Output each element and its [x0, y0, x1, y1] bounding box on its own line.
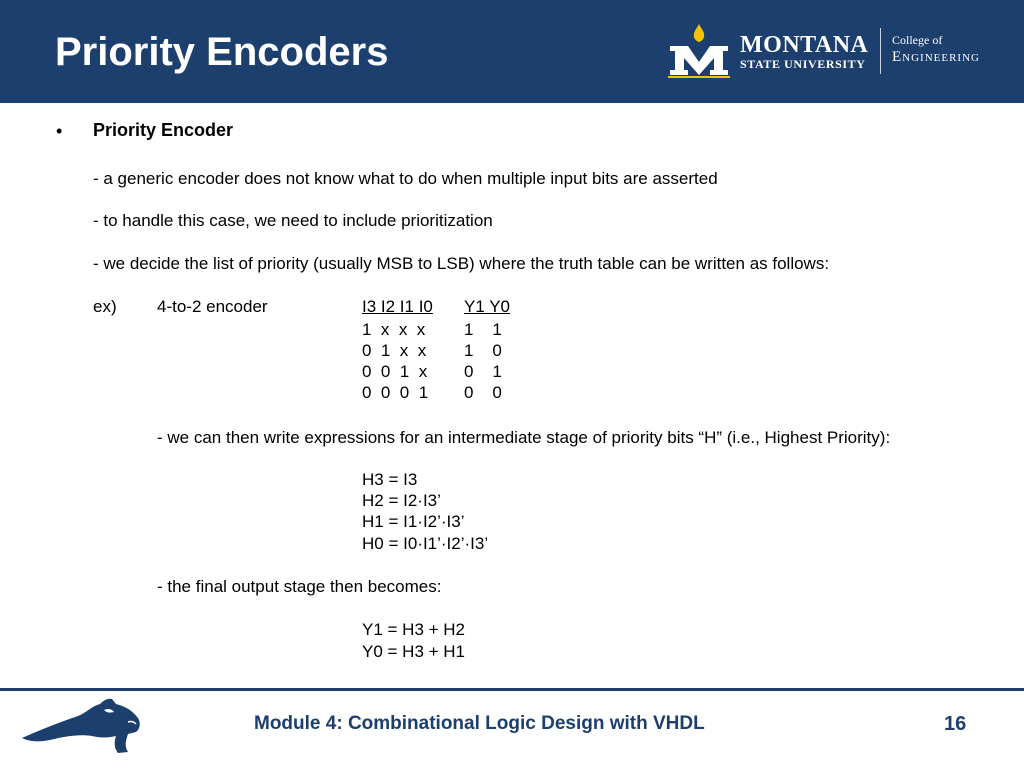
- output-intro: - the final output stage then becomes:: [157, 577, 442, 596]
- logo-montana-text: MONTANA: [740, 32, 869, 58]
- priority-expression: H0 = I0·I1’·I2’·I3’: [362, 534, 489, 553]
- truth-table-outputs-header: Y1 Y0: [464, 297, 511, 316]
- footer-divider: [0, 688, 1024, 691]
- logo-college-of-text: College of: [892, 33, 943, 47]
- logo-engineering-text: Engineering: [892, 49, 980, 65]
- truth-table-row-outputs: 0 0: [464, 383, 502, 402]
- logo-state-university-text: STATE UNIVERSITY: [740, 57, 866, 71]
- body-line-2: - to handle this case, we need to include prioritization: [93, 211, 493, 230]
- priority-expression: H1 = I1·I2’·I3’: [362, 512, 465, 531]
- body-line-3: - we decide the list of priority (usually MSB to LSB) where the truth table can be written as follows:: [93, 254, 830, 273]
- truth-table-row-inputs: 1 x x x: [362, 320, 426, 339]
- example-name: 4-to-2 encoder: [157, 297, 268, 316]
- truth-table-row-outputs: 1 0: [464, 341, 502, 360]
- priority-expression: H3 = I3: [362, 470, 418, 489]
- priority-expression: H2 = I2·I3’: [362, 491, 441, 510]
- truth-table-row-inputs: 0 0 0 1: [362, 383, 429, 402]
- truth-table-row-outputs: 1 1: [464, 320, 502, 339]
- footer-course-title: Module 4: Combinational Logic Design with VHDL: [254, 713, 705, 734]
- slide-title: Priority Encoders: [55, 30, 389, 74]
- logo-divider: [880, 28, 881, 74]
- priority-intro: - we can then write expressions for an intermediate stage of priority bits “H” (i.e., Highest Priority):: [157, 428, 891, 447]
- truth-table-row-inputs: 0 0 1 x: [362, 362, 428, 381]
- truth-table-row-outputs: 0 1: [464, 362, 502, 381]
- truth-table-inputs-header: I3 I2 I1 I0: [362, 297, 433, 316]
- example-label: ex): [93, 297, 117, 316]
- body-line-1: - a generic encoder does not know what to do when multiple input bits are asserted: [93, 169, 718, 188]
- truth-table-row-inputs: 0 1 x x: [362, 341, 427, 360]
- bullet-symbol: •: [56, 121, 63, 141]
- output-expression: Y1 = H3 + H2: [362, 620, 466, 639]
- header-bar: [0, 0, 1024, 103]
- bobcat-mascot-icon: [20, 696, 142, 756]
- output-expression: Y0 = H3 + H1: [362, 642, 466, 661]
- page-number: 16: [944, 713, 967, 735]
- bullet-heading: Priority Encoder: [93, 120, 234, 140]
- msu-m-logo-icon: [666, 22, 732, 78]
